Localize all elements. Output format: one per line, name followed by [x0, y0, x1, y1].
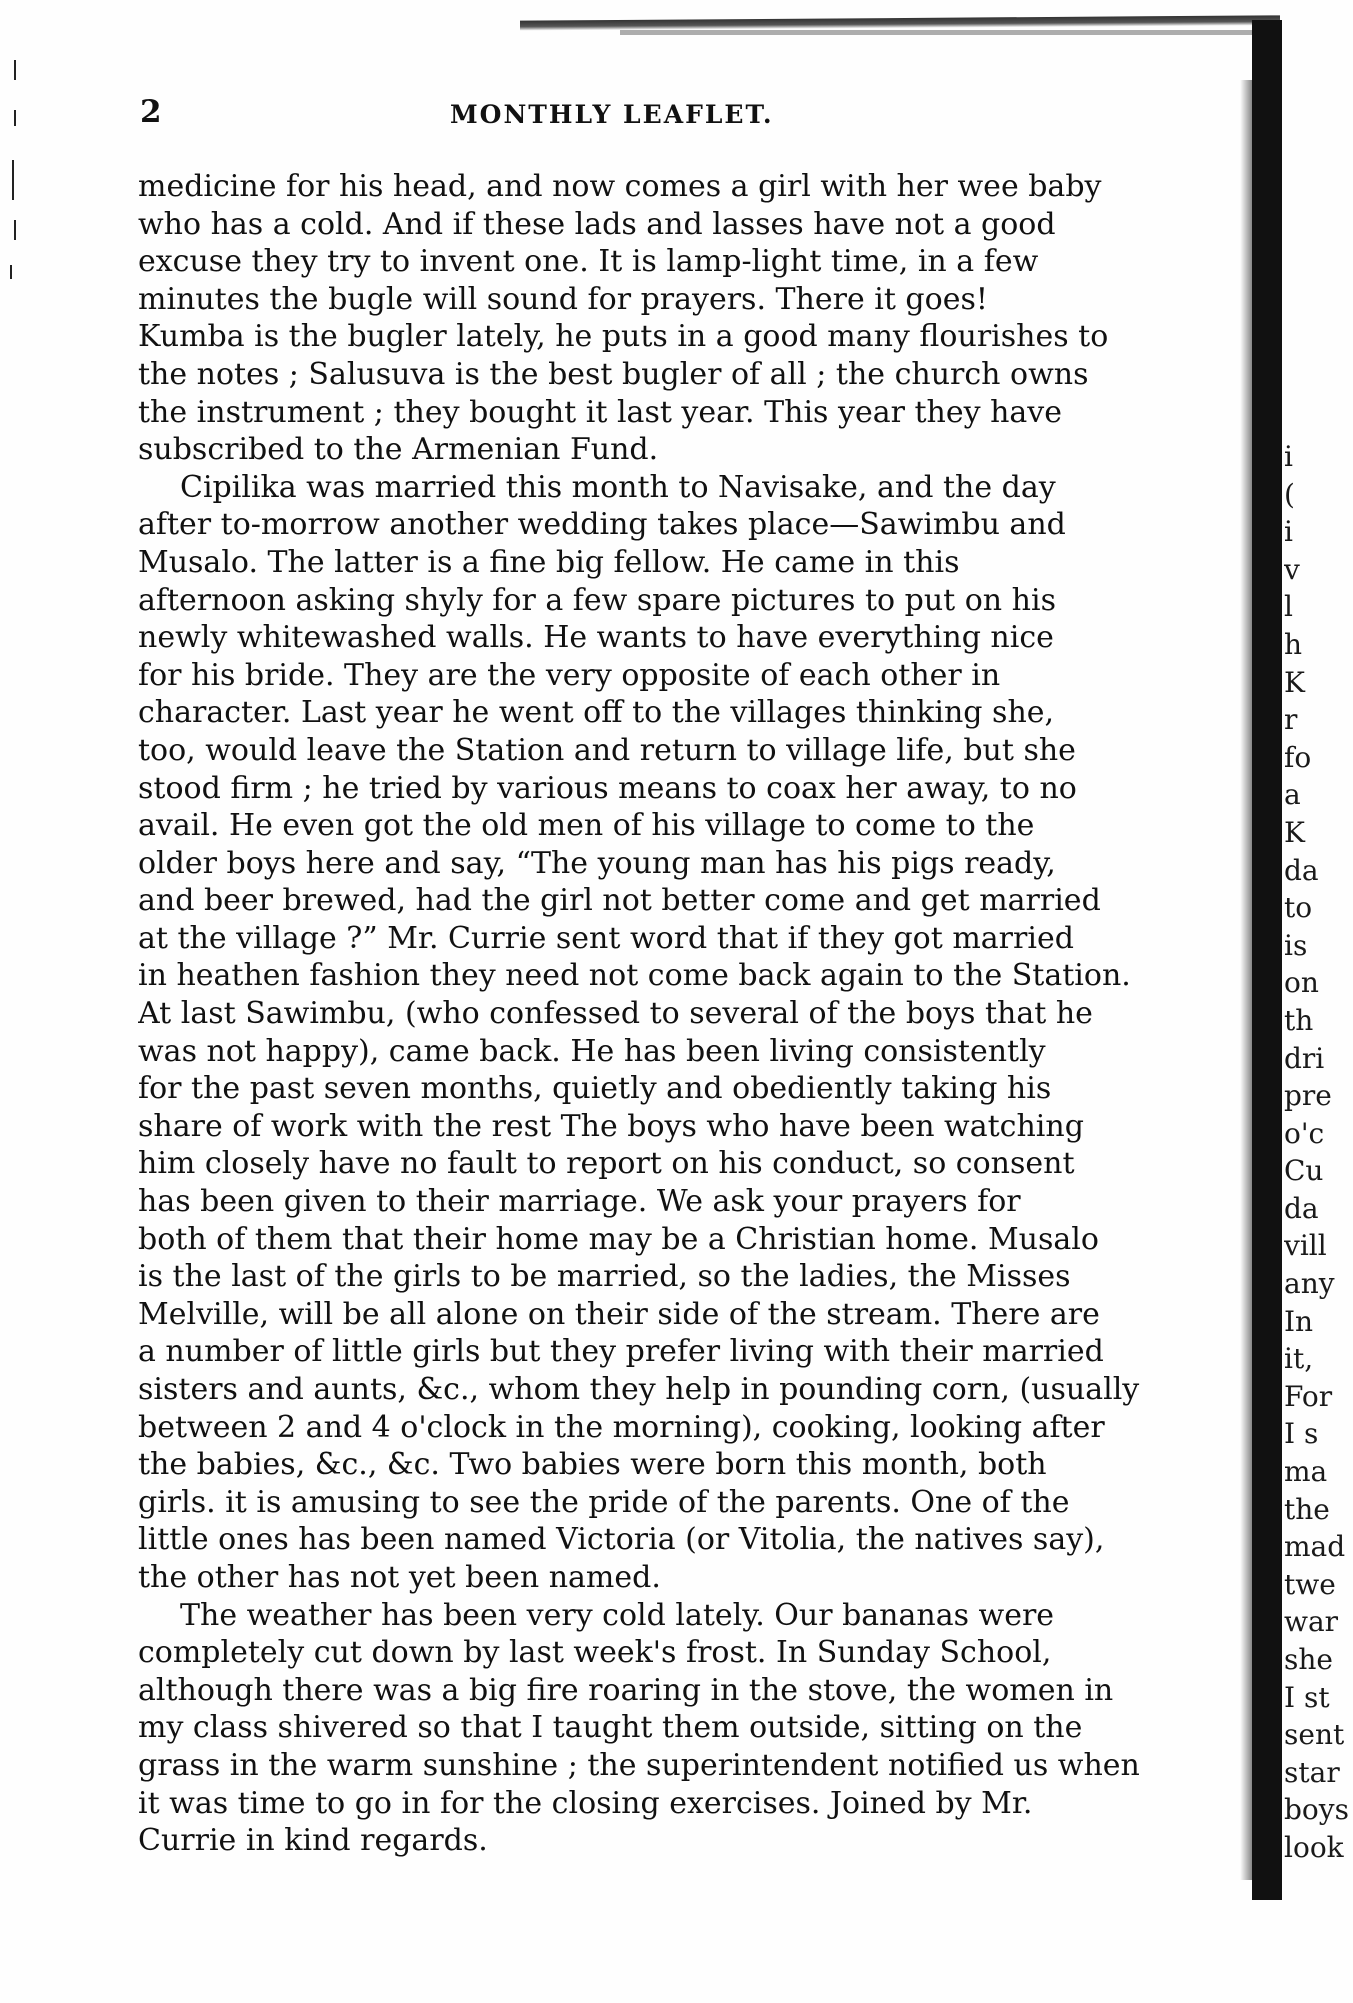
text-line: The weather has been very cold lately. Our bananas were [180, 1597, 1055, 1633]
adjacent-fragment: ma [1284, 1455, 1328, 1489]
text-line: newly whitewashed walls. He wants to have everything nice [138, 620, 1054, 656]
adjacent-fragment: K [1284, 815, 1305, 849]
adjacent-fragment: vill [1284, 1229, 1327, 1263]
running-head: MONTHLY LEAFLET. [450, 100, 774, 129]
text-line: Melville, will be all alone on their side of the stream. There are [138, 1296, 1100, 1332]
text-line: sisters and aunts, &c., whom they help in pounding corn, (usually [138, 1372, 1140, 1407]
adjacent-fragment: Cu [1284, 1154, 1324, 1188]
text-line: Musalo. The latter is a fine big fellow. He came in this [138, 544, 960, 580]
adjacent-fragment: is [1284, 928, 1308, 962]
text-line: a number of little girls but they prefer living with their married [138, 1334, 1104, 1370]
text-line: it was time to go in for the closing exercises. Joined by Mr. [138, 1785, 1033, 1821]
text-line: the instrument ; they bought it last year. This year they have [138, 394, 1062, 430]
text-line: the other has not yet been named. [138, 1559, 661, 1595]
text-line: in heathen fashion they need not come back again to the Station. [138, 958, 1131, 994]
text-line: stood firm ; he tried by various means to coax her away, to no [138, 770, 1077, 806]
margin-speck [14, 110, 16, 126]
adjacent-fragment: it, [1284, 1342, 1314, 1376]
body-text [138, 168, 1248, 1860]
adjacent-fragment: dri [1284, 1041, 1325, 1075]
adjacent-fragment: she [1284, 1643, 1333, 1676]
text-line: girls. it is amusing to see the pride of the parents. One of the [138, 1484, 1070, 1520]
text-line: the babies, &c., &c. Two babies were born this month, both [138, 1447, 1047, 1483]
text-line: medicine for his head, and now comes a girl with her wee baby [138, 169, 1102, 204]
adjacent-fragment: sent [1284, 1718, 1345, 1752]
adjacent-fragment: to [1284, 891, 1313, 925]
text-line: the notes ; Salusuva is the best bugler of all ; the church owns [138, 356, 1089, 392]
gutter-bar [1252, 20, 1282, 1900]
text-line: for the past seven months, quietly and obediently taking his [138, 1071, 1052, 1107]
text-line: is the last of the girls to be married, so the ladies, the Misses [138, 1259, 1071, 1295]
adjacent-fragment: l [1284, 590, 1293, 624]
text-line: both of them that their home may be a Christian home. Musalo [138, 1221, 1099, 1257]
text-line: little ones has been named Victoria (or Vitolia, the natives say), [138, 1522, 1105, 1558]
text-line: between 2 and 4 o'clock in the morning), cooking, looking after [138, 1409, 1105, 1445]
text-line: my class shivered so that I taught them outside, sitting on the [138, 1710, 1083, 1746]
binding-shadow-faint [620, 30, 1280, 35]
adjacent-fragment: twe [1284, 1567, 1336, 1601]
adjacent-fragment: look [1284, 1830, 1344, 1864]
margin-speck [14, 220, 16, 240]
text-line: character. Last year he went off to the villages thinking she, [138, 695, 1055, 731]
text-line: although there was a big fire roaring in the stove, the women in [138, 1672, 1114, 1708]
adjacent-fragment: da [1284, 853, 1319, 887]
page-number: 2 [140, 94, 163, 130]
adjacent-fragment: da [1284, 1191, 1319, 1225]
adjacent-fragment: i [1284, 515, 1293, 549]
adjacent-fragment: I st [1284, 1680, 1330, 1714]
adjacent-fragment: i [1284, 440, 1293, 473]
adjacent-fragment: v [1284, 552, 1300, 586]
text-line: completely cut down by last week's frost. In Sunday School, [138, 1635, 1052, 1671]
adjacent-fragment: on [1284, 966, 1319, 1000]
adjacent-fragment: In [1284, 1304, 1314, 1338]
adjacent-fragment: mad [1284, 1530, 1346, 1564]
text-line: after to-morrow another wedding takes place—Sawimbu and [138, 507, 1066, 543]
text-line: him closely have no fault to report on his conduct, so consent [138, 1146, 1075, 1182]
text-line: has been given to their marriage. We ask your prayers for [138, 1184, 1021, 1220]
text-line: avail. He even got the old men of his village to come to the [138, 808, 1035, 844]
adjacent-fragment: For [1284, 1379, 1333, 1413]
text-line: minutes the bugle will sound for prayers. There it goes! [138, 281, 988, 317]
adjacent-fragment: th [1284, 1003, 1314, 1037]
adjacent-fragment: K [1284, 665, 1305, 699]
text-line: Currie in kind regards. [138, 1823, 488, 1859]
text-line: grass in the warm sunshine ; the superintendent notified us when [138, 1747, 1140, 1783]
margin-speck [10, 265, 12, 279]
adjacent-fragment: any [1284, 1267, 1335, 1301]
text-line: share of work with the rest The boys who have been watching [138, 1108, 1084, 1144]
adjacent-fragment: fo [1284, 740, 1312, 774]
margin-speck [14, 60, 16, 80]
text-line: and beer brewed, had the girl not better come and get married [138, 883, 1101, 919]
adjacent-fragment: the [1284, 1492, 1330, 1526]
text-line: subscribed to the Armenian Fund. [138, 432, 659, 468]
text-line: excuse they try to invent one. It is lamp-light time, in a few [138, 244, 1039, 280]
adjacent-fragment: war [1284, 1605, 1339, 1639]
adjacent-fragment: I s [1284, 1417, 1319, 1451]
adjacent-fragment: h [1284, 627, 1303, 661]
binding-shadow [520, 15, 1280, 30]
adjacent-fragment: o'c [1284, 1116, 1325, 1150]
adjacent-fragment: boys [1284, 1793, 1349, 1827]
text-line: Kumba is the bugler lately, he puts in a good many flourishes to [138, 319, 1109, 355]
adjacent-fragment: r [1284, 703, 1298, 737]
adjacent-fragment: pre [1284, 1079, 1332, 1113]
margin-speck [12, 160, 14, 200]
text-line: afternoon asking shyly for a few spare pictures to put on his [138, 582, 1056, 618]
text-line: At last Sawimbu, (who confessed to several of the boys that he [138, 996, 1093, 1032]
adjacent-fragment: ( [1284, 477, 1295, 511]
text-line: older boys here and say, “The young man has his pigs ready, [138, 845, 1056, 881]
text-line: Cipilika was married this month to Navisake, and the day [180, 469, 1056, 505]
text-line: at the village ?” Mr. Currie sent word that if they got married [138, 920, 1074, 956]
text-line: was not happy), came back. He has been living consistently [138, 1033, 1046, 1069]
text-line: too, would leave the Station and return to village life, but she [138, 732, 1076, 768]
adjacent-fragment: star [1284, 1755, 1340, 1789]
text-line: who has a cold. And if these lads and lasses have not a good [138, 206, 1056, 242]
adjacent-page-fragments [1284, 438, 1353, 1867]
text-line: for his bride. They are the very opposite of each other in [138, 657, 1001, 693]
adjacent-fragment: a [1284, 778, 1301, 812]
